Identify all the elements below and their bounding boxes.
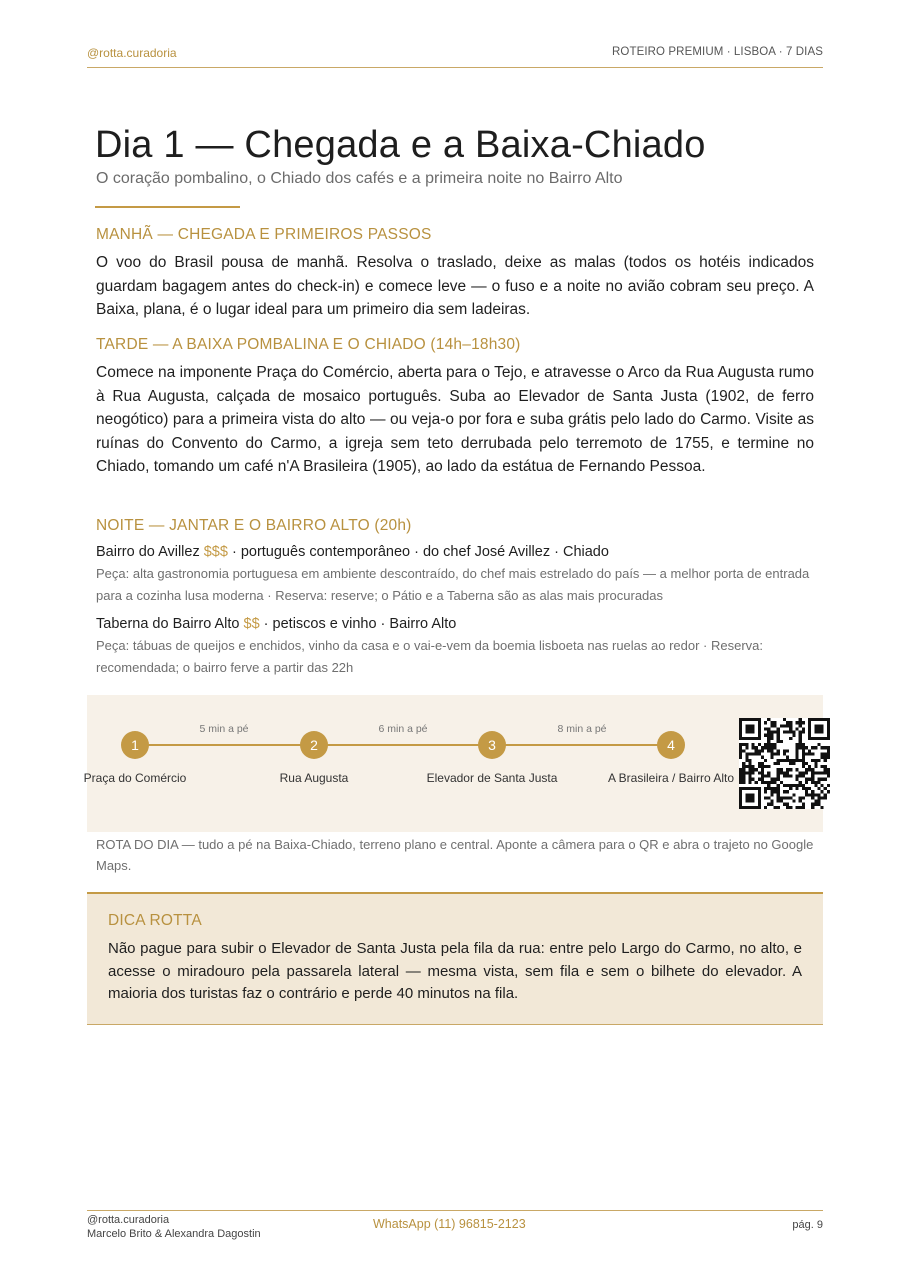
route-stop-3-label: Elevador de Santa Justa (426, 771, 558, 785)
section-text-morning: O voo do Brasil pousa de manhã. Resolva o traslado, deixe as malas (todos os hotéis indicados guardam bagagem antes do check-in) e comece leve — o fuso e a noite no avião cobram seu preço. A Baixa, plana, é o lugar ideal para um primeiro dia sem ladeiras. (96, 254, 814, 318)
footer-handle: @rotta.curadoria (87, 1214, 170, 1226)
restaurant-name-2 (96, 616, 456, 632)
whatsapp-link[interactable]: WhatsApp (11) 96815-2123 (373, 1217, 526, 1231)
route-stop-3-marker: 3 (478, 731, 506, 759)
price-level: $$$ (203, 544, 228, 560)
restaurant-name-1 (96, 544, 609, 560)
restaurant-title: Bairro do Avillez (96, 544, 200, 560)
footer-credits (87, 1213, 261, 1241)
section-heading-afternoon: TARDE — A BAIXA POMBALINA E O CHIADO (14h–18h30) (96, 336, 521, 353)
section-text-afternoon: Comece na imponente Praça do Comércio, aberta para o Tejo, e atravesse o Arco da Rua Augusta rumo à Rua Augusta, calçada de mosaico português. Suba ao Elevador de Santa Justa (1902, de ferro neogótico) para a primeira vista do alto — ou veja-o por fora e suba grátis pelo lado do Carmo. Visite as ruínas do Convento do Carmo, a igreja sem teto derrubada pelo terremoto de 1755, e termine no Chiado, tomando um café n'A Brasileira (1905), ao lado da estátua de Fernando Pessoa. (96, 364, 814, 475)
route-stop-1-label: Praça do Comércio (83, 771, 187, 785)
restaurant-details: · petiscos e vinho · Bairro Alto (259, 616, 457, 632)
restaurant-note-2: Peça: tábuas de queijos e enchidos, vinho da casa e o vai-e-vem da boemia lisboeta nas ruelas ao redor · Reserva: recomendada; o bairro ferve a partir das 22h (96, 638, 763, 675)
header-divider (87, 67, 823, 68)
footer-authors: Marcelo Brito & Alexandra Dagostin (87, 1228, 261, 1240)
page-title: Dia 1 — Chegada e a Baixa-Chiado (95, 124, 706, 166)
restaurant-note-1: Peça: alta gastronomia portuguesa em ambiente descontraído, do chef mais estrelado do país — a melhor porta de entrada para a cozinha lusa moderna · Reserva: reserve; o Pátio e a Taberna são as alas mais procuradas (96, 566, 810, 603)
route-panel (87, 695, 823, 832)
tip-text: Não pague para subir o Elevador de Santa Justa pela fila da rua: entre pelo Largo do Carmo, no alto, e acesse o miradouro pela passarela lateral — mesma vista, sem fila e sem o bilhete do elevador. A maioria dos turistas faz o contrário e perde 40 minutos na fila. (108, 940, 802, 1002)
route-stop-1-marker: 1 (121, 731, 149, 759)
title-underline (95, 206, 240, 208)
route-stop-4-marker: 4 (657, 731, 685, 759)
restaurant-title: Taberna do Bairro Alto (96, 616, 240, 632)
tip-title: DICA ROTTA (108, 912, 202, 929)
header-label: ROTEIRO PREMIUM · LISBOA · 7 DIAS (612, 46, 823, 58)
route-stop-2-marker: 2 (300, 731, 328, 759)
page-number: pág. 9 (792, 1219, 823, 1231)
route-stop-4-label: A Brasileira / Bairro Alto (607, 771, 735, 785)
header-handle: @rotta.curadoria (87, 46, 177, 60)
restaurant-details: · português contemporâneo · do chef José Avillez · Chiado (227, 544, 609, 560)
footer-divider (87, 1210, 823, 1211)
route-stop-2-label: Rua Augusta (279, 771, 349, 785)
qr-code-icon[interactable] (739, 718, 830, 809)
route-line (135, 744, 671, 746)
route-caption: ROTA DO DIA — tudo a pé na Baixa-Chiado, terreno plano e central. Aponte a câmera para o QR e abra o trajeto no Google Maps. (96, 837, 814, 873)
walk-time-3: 8 min a pé (557, 723, 607, 735)
section-heading-night: NOITE — JANTAR E O BAIRRO ALTO (20h) (96, 517, 412, 534)
walk-time-2: 6 min a pé (378, 723, 428, 735)
walk-time-1: 5 min a pé (199, 723, 249, 735)
section-heading-morning: MANHÃ — CHEGADA E PRIMEIROS PASSOS (96, 226, 432, 243)
price-level: $$ (243, 616, 260, 632)
page-subtitle: O coração pombalino, o Chiado dos cafés e a primeira noite no Bairro Alto (96, 170, 623, 187)
